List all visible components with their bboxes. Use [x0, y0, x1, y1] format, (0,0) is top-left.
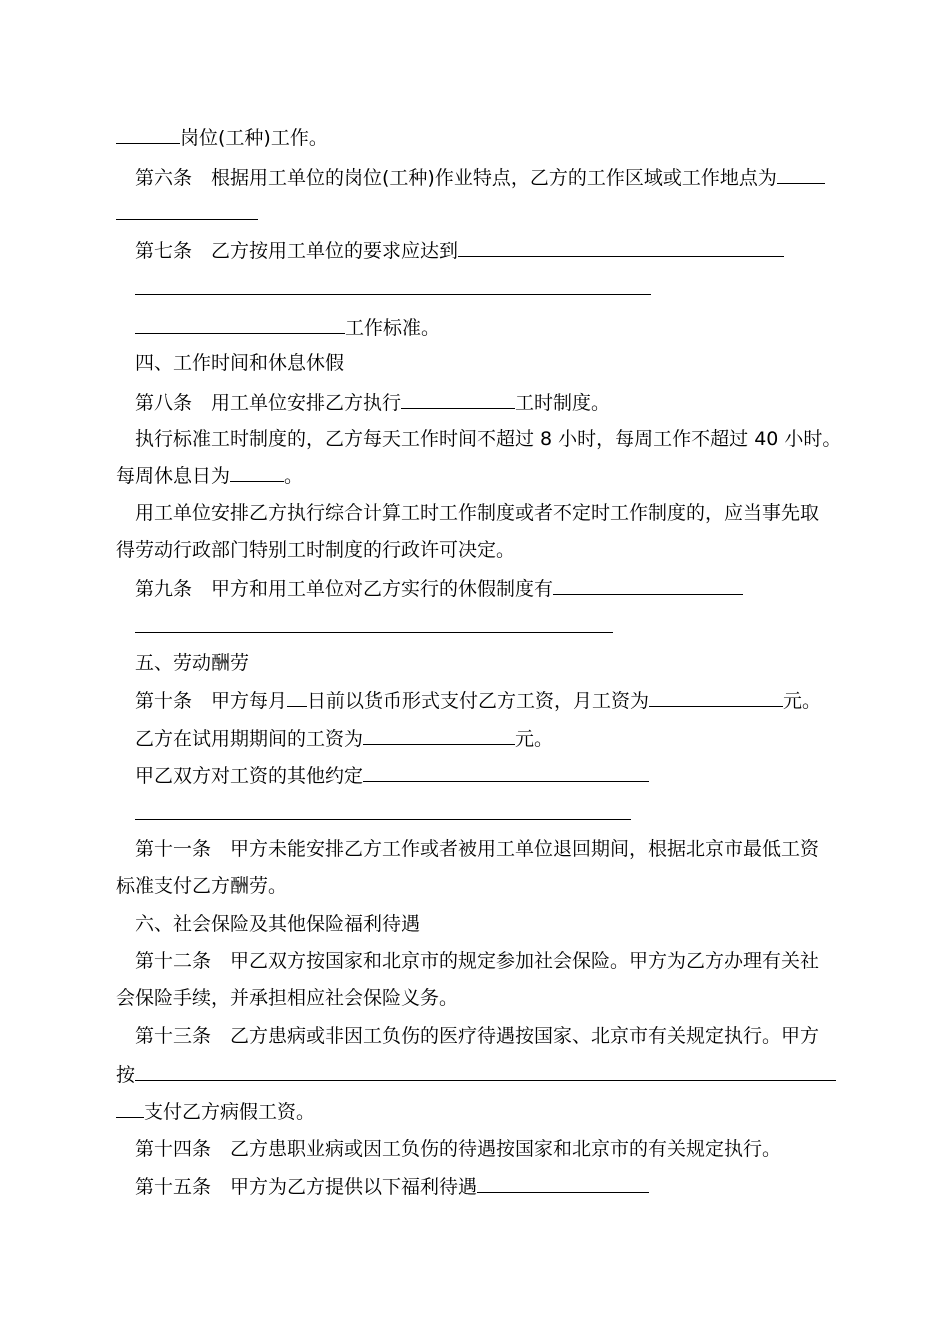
blank-field: [401, 389, 515, 409]
clause-text: 甲乙双方对工资的其他约定: [135, 765, 364, 787]
article-text: 甲方为乙方提供以下福利待遇: [230, 1176, 478, 1198]
section-heading-4: 四、工作时间和休息休假: [135, 352, 345, 374]
line-post-type: [116, 124, 328, 151]
article-13: [135, 1023, 819, 1049]
clause-text: 按: [116, 1064, 136, 1086]
blank-field: [777, 164, 825, 184]
article-6: [135, 164, 825, 191]
article-text: 乙方患病或非因工负伤的医疗待遇按国家、北京市有关规定执行。甲方: [230, 1025, 820, 1047]
blank-field: [363, 762, 649, 782]
article-text: 根据用工单位的岗位(工种)作业特点，乙方的工作区域或工作地点为: [211, 167, 777, 189]
article-7: [135, 237, 784, 264]
article-label: 第八条: [135, 392, 193, 414]
article-9: [135, 575, 743, 602]
blank-field: [287, 687, 307, 707]
article-text: 工时制度。: [515, 392, 611, 414]
sick-pay-line: [116, 1098, 315, 1125]
article-10: [135, 687, 821, 714]
clause-text: 乙方在试用期期间的工资为: [135, 728, 364, 750]
article-11: [135, 836, 819, 862]
clause-text: 元。: [515, 728, 554, 750]
article-label: 第十四条: [135, 1138, 212, 1160]
standard-hours-line: 执行标准工时制度的，乙方每天工作时间不超过 8 小时，每周工作不超过 40 小时。: [135, 428, 842, 450]
article-text: 用工单位安排乙方执行: [211, 392, 402, 414]
article-12-cont: 会保险手续，并承担相应社会保险义务。: [116, 987, 459, 1009]
article-label: 第九条: [135, 578, 193, 600]
flex-hours-line: 用工单位安排乙方执行综合计算工时工作制度或者不定时工作制度的，应当事先取: [135, 502, 820, 524]
article-label: 第十条: [135, 690, 193, 712]
clause-text: 工作标准。: [345, 317, 441, 339]
blank-line: [135, 632, 613, 633]
clause-text: 支付乙方病假工资。: [144, 1101, 316, 1123]
article-13-cont: [116, 1061, 836, 1088]
article-text: 甲方每月: [211, 690, 288, 712]
article-12: [135, 948, 819, 974]
article-label: 第十一条: [135, 838, 212, 860]
blank-field: [553, 575, 743, 595]
article-14: [135, 1136, 781, 1162]
work-standard-line: [135, 314, 440, 341]
other-salary-line: [135, 762, 649, 789]
blank-field: [135, 1061, 836, 1081]
blank-field: [116, 1098, 144, 1118]
article-label: 第十三条: [135, 1025, 212, 1047]
blank-field: [477, 1173, 649, 1193]
blank-line: [116, 219, 258, 220]
clause-text: 每周休息日为: [116, 465, 231, 487]
section-heading-5: 五、劳动酬劳: [135, 652, 250, 674]
article-text: 日前以货币形式支付乙方工资，月工资为: [307, 690, 650, 712]
article-label: 第七条: [135, 240, 193, 262]
article-text: 甲方未能安排乙方工作或者被用工单位退回期间，根据北京市最低工资: [230, 838, 820, 860]
article-text: 甲方和用工单位对乙方实行的休假制度有: [211, 578, 554, 600]
blank-field: [135, 314, 345, 334]
blank-field: [363, 725, 515, 745]
article-text: 乙方患职业病或因工负伤的待遇按国家和北京市的有关规定执行。: [230, 1138, 782, 1160]
clause-text: 岗位(工种)工作。: [180, 127, 328, 149]
article-label: 第十二条: [135, 950, 212, 972]
blank-field: [116, 124, 180, 144]
clause-text: 。: [284, 465, 304, 487]
blank-line: [135, 294, 651, 295]
probation-salary-line: [135, 725, 553, 752]
article-15: [135, 1173, 649, 1200]
article-11-cont: 标准支付乙方酬劳。: [116, 875, 288, 897]
rest-day-line: [116, 462, 303, 489]
blank-line: [135, 819, 631, 820]
blank-field: [458, 237, 784, 257]
section-heading-6: 六、社会保险及其他保险福利待遇: [135, 913, 421, 935]
article-text: 元。: [783, 690, 822, 712]
article-text: 乙方按用工单位的要求应达到: [211, 240, 459, 262]
article-text: 甲乙双方按国家和北京市的规定参加社会保险。甲方为乙方办理有关社: [230, 950, 820, 972]
article-label: 第六条: [135, 167, 193, 189]
blank-field: [649, 687, 783, 707]
flex-hours-line-cont: 得劳动行政部门特别工时制度的行政许可决定。: [116, 539, 516, 561]
blank-field: [230, 462, 284, 482]
article-label: 第十五条: [135, 1176, 212, 1198]
article-8: [135, 389, 610, 416]
